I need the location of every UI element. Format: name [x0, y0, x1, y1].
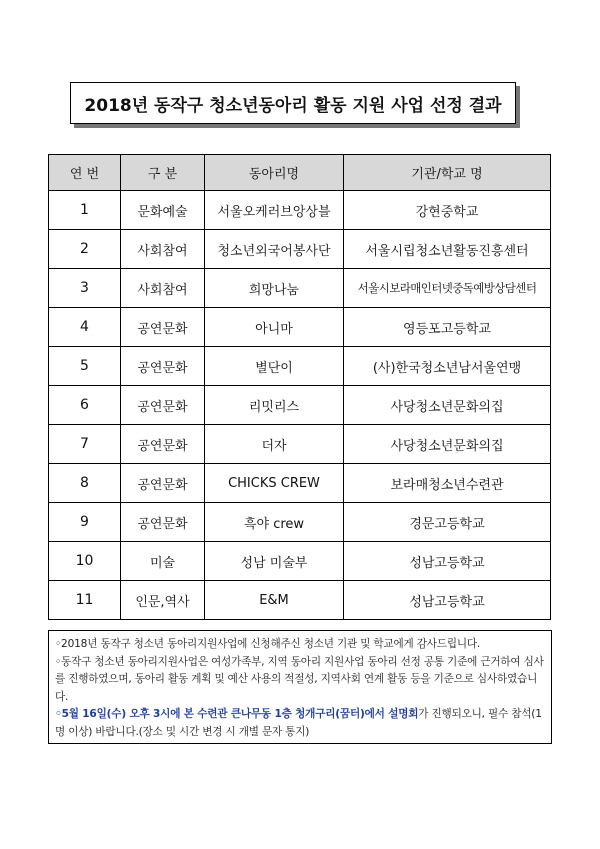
row-institution: 사당청소년문화의집	[344, 386, 551, 425]
row-institution: 보라매청소년수련관	[344, 464, 551, 503]
row-category: 공연문화	[121, 425, 205, 464]
notice-briefing-rest: 가 진행되오니, 필수 참석(1명 이상) 바랍니다.(장소 및 시간 변경 시 개별 문자 통지)	[55, 708, 542, 738]
row-number: 10	[49, 542, 121, 581]
row-number: 8	[49, 464, 121, 503]
row-club-name: 흑야 crew	[205, 503, 344, 542]
row-category: 공연문화	[121, 347, 205, 386]
row-club-name: 아니마	[205, 308, 344, 347]
notice-briefing	[55, 706, 547, 741]
notice-criteria: ◦동작구 청소년 동아리지원사업은 여성가족부, 지역 동아리 지원사업 동아리 선정 공통 기준에 근거하여 심사를 진행하였으며, 동아리 활동 계획 및 예산 사용의 적절성, 지역사회 연계 활동 등을 기준으로 심사하였습니다.	[55, 655, 544, 703]
notice-box	[48, 630, 552, 744]
row-category: 사회참여	[121, 269, 205, 308]
row-club-name: 희망나눔	[205, 269, 344, 308]
row-category: 인문,역사	[121, 581, 205, 620]
table-row	[49, 269, 551, 308]
row-institution: 강현중학교	[344, 191, 551, 230]
row-category: 공연문화	[121, 464, 205, 503]
row-number: 5	[49, 347, 121, 386]
row-institution: 경문고등학교	[344, 503, 551, 542]
selection-results-table	[48, 154, 551, 620]
table-row	[49, 503, 551, 542]
row-club-name: 성남 미술부	[205, 542, 344, 581]
header-institution: 기관/학교 명	[344, 155, 551, 191]
row-institution: 사당청소년문화의집	[344, 425, 551, 464]
row-club-name: 별단이	[205, 347, 344, 386]
row-club-name: CHICKS CREW	[205, 464, 344, 503]
row-institution: 성남고등학교	[344, 542, 551, 581]
row-club-name: 리밋리스	[205, 386, 344, 425]
row-number: 9	[49, 503, 121, 542]
table-row	[49, 230, 551, 269]
row-club-name: E&M	[205, 581, 344, 620]
row-institution: 서울시립청소년활동진흥센터	[344, 230, 551, 269]
table-row	[49, 581, 551, 620]
table-row	[49, 464, 551, 503]
page-title-text: 2018년 동작구 청소년동아리 활동 지원 사업 선정 결과	[84, 95, 502, 116]
row-number: 11	[49, 581, 121, 620]
notice-briefing-highlight: ◦5월 16일(수) 오후 3시에 본 수련관 큰나무동 1층 청개구리(꿈터)에서 설명회	[55, 708, 419, 721]
table-row	[49, 191, 551, 230]
row-category: 사회참여	[121, 230, 205, 269]
page-title	[70, 82, 516, 124]
header-club-name: 동아리명	[205, 155, 344, 191]
row-category: 문화예술	[121, 191, 205, 230]
row-number: 7	[49, 425, 121, 464]
row-institution: 서울시보라매인터넷중독예방상담센터	[344, 269, 551, 308]
row-club-name: 서울오케러브앙상블	[205, 191, 344, 230]
row-category: 공연문화	[121, 308, 205, 347]
table-row	[49, 425, 551, 464]
table-row	[49, 308, 551, 347]
table-row	[49, 347, 551, 386]
notice-thanks: ◦2018년 동작구 청소년 동아리지원사업에 신청해주신 청소년 기관 및 학교에게 감사드립니다.	[55, 638, 481, 650]
row-club-name: 청소년외국어봉사단	[205, 230, 344, 269]
row-category: 공연문화	[121, 503, 205, 542]
row-number: 3	[49, 269, 121, 308]
row-club-name: 더자	[205, 425, 344, 464]
header-number: 연 번	[49, 155, 121, 191]
row-number: 4	[49, 308, 121, 347]
row-number: 1	[49, 191, 121, 230]
row-number: 6	[49, 386, 121, 425]
row-institution: (사)한국청소년남서울연맹	[344, 347, 551, 386]
row-category: 미술	[121, 542, 205, 581]
row-number: 2	[49, 230, 121, 269]
row-institution: 성남고등학교	[344, 581, 551, 620]
header-category: 구 분	[121, 155, 205, 191]
table-header-row	[49, 155, 551, 191]
row-institution: 영등포고등학교	[344, 308, 551, 347]
table-row	[49, 542, 551, 581]
row-category: 공연문화	[121, 386, 205, 425]
table-row	[49, 386, 551, 425]
